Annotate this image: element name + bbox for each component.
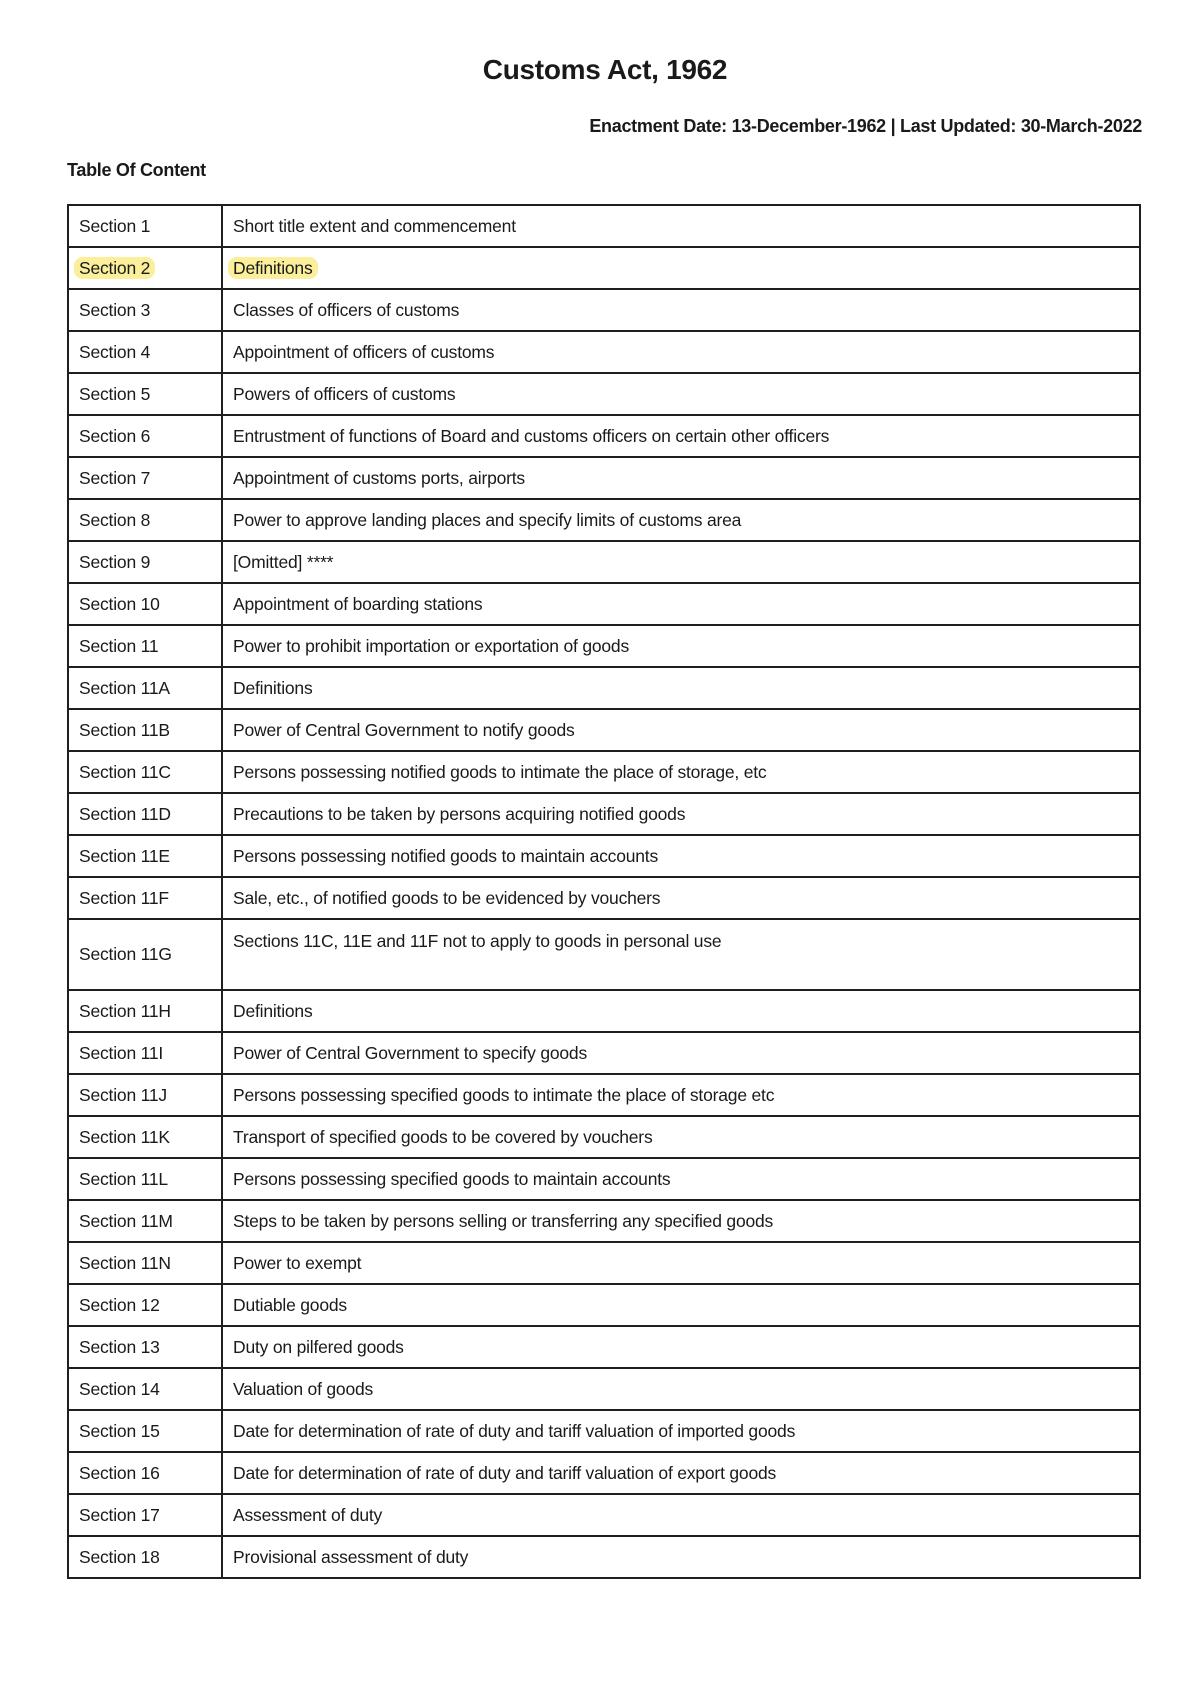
- page-title: Customs Act, 1962: [482, 54, 728, 85]
- section-title-link[interactable]: Persons possessing notified goods to intimate the place of storage, etc: [233, 761, 767, 782]
- section-number-cell: [68, 1200, 222, 1242]
- section-number[interactable]: Section 11B: [79, 719, 170, 740]
- section-number[interactable]: Section 4: [79, 341, 151, 362]
- section-title-link[interactable]: Definitions: [233, 677, 313, 698]
- section-title-link[interactable]: Powers of officers of customs: [233, 383, 456, 404]
- section-number-cell: [68, 667, 222, 709]
- toc-row[interactable]: [68, 541, 1140, 583]
- toc-row[interactable]: [68, 1494, 1140, 1536]
- section-title-cell: [222, 1284, 1140, 1326]
- section-number[interactable]: Section 11A: [79, 677, 170, 698]
- section-number[interactable]: Section 11: [79, 635, 159, 656]
- section-number-cell: [68, 1326, 222, 1368]
- toc-row[interactable]: [68, 751, 1140, 793]
- section-number-cell: [68, 415, 222, 457]
- section-number[interactable]: Section 11I: [79, 1042, 164, 1063]
- section-number[interactable]: Section 11D: [79, 803, 171, 824]
- section-number-cell: [68, 1536, 222, 1578]
- section-title-cell: [222, 415, 1140, 457]
- toc-row[interactable]: [68, 373, 1140, 415]
- section-number[interactable]: Section 9: [79, 551, 151, 572]
- section-title-link[interactable]: Power to approve landing places and specify limits of customs area: [233, 509, 742, 530]
- section-title-link[interactable]: Precautions to be taken by persons acquiring notified goods: [233, 803, 686, 824]
- section-number[interactable]: Section 11H: [79, 1000, 171, 1021]
- section-title-link[interactable]: Dutiable goods: [233, 1294, 347, 1315]
- section-title-link[interactable]: Definitions: [228, 257, 318, 279]
- section-title-cell: [222, 331, 1140, 373]
- section-number[interactable]: Section 10: [79, 593, 160, 614]
- section-title-cell: [222, 1074, 1140, 1116]
- section-title-cell: [222, 373, 1140, 415]
- section-number-cell: [68, 751, 222, 793]
- section-title-link[interactable]: Definitions: [233, 1000, 313, 1021]
- toc-row[interactable]: [68, 835, 1140, 877]
- section-title-cell: [222, 247, 1140, 289]
- toc-row[interactable]: [68, 1368, 1140, 1410]
- toc-row[interactable]: [68, 583, 1140, 625]
- section-number[interactable]: Section 11C: [79, 761, 171, 782]
- toc-row[interactable]: [68, 1158, 1140, 1200]
- section-title-cell: [222, 1158, 1140, 1200]
- section-number-cell: [68, 1242, 222, 1284]
- section-title-cell: [222, 919, 1140, 990]
- section-number[interactable]: Section 11N: [79, 1252, 171, 1273]
- section-title-cell: [222, 835, 1140, 877]
- section-number-cell: [68, 1368, 222, 1410]
- toc-row[interactable]: [68, 331, 1140, 373]
- section-title-link[interactable]: [Omitted] ****: [233, 551, 334, 572]
- section-number[interactable]: Section 6: [79, 425, 151, 446]
- section-number[interactable]: Section 11M: [79, 1210, 173, 1231]
- section-title-cell: [222, 667, 1140, 709]
- toc-row[interactable]: [68, 1116, 1140, 1158]
- toc-row[interactable]: [68, 1032, 1140, 1074]
- section-title-cell: [222, 1536, 1140, 1578]
- section-title-cell: [222, 990, 1140, 1032]
- section-number-cell: [68, 289, 222, 331]
- section-number[interactable]: Section 11F: [79, 887, 169, 908]
- section-number-cell: [68, 583, 222, 625]
- section-number[interactable]: Section 11G: [79, 944, 172, 964]
- section-title-cell: [222, 457, 1140, 499]
- toc-row[interactable]: [68, 499, 1140, 541]
- section-title-cell: [222, 499, 1140, 541]
- section-number-cell: [68, 919, 222, 990]
- toc-row[interactable]: [68, 667, 1140, 709]
- section-title-cell: [222, 625, 1140, 667]
- section-number-cell: [68, 1032, 222, 1074]
- section-number-cell: [68, 457, 222, 499]
- section-number[interactable]: Section 13: [79, 1336, 160, 1357]
- section-title-cell: [222, 793, 1140, 835]
- section-number-cell: [68, 990, 222, 1032]
- section-number[interactable]: Section 11J: [79, 1084, 167, 1105]
- section-number-cell: [68, 331, 222, 373]
- toc-row[interactable]: [68, 457, 1140, 499]
- toc-row[interactable]: [68, 1410, 1140, 1452]
- section-title-cell: [222, 1494, 1140, 1536]
- section-number[interactable]: Section 2: [74, 257, 155, 279]
- toc-row[interactable]: [68, 1284, 1140, 1326]
- section-number-cell: [68, 709, 222, 751]
- toc-row[interactable]: [68, 1200, 1140, 1242]
- section-title-cell: [222, 541, 1140, 583]
- toc-row[interactable]: [68, 415, 1140, 457]
- section-number-cell: [68, 793, 222, 835]
- section-title-link[interactable]: Persons possessing specified goods to maintain accounts: [233, 1168, 671, 1189]
- section-title-link[interactable]: Date for determination of rate of duty and tariff valuation of export goods: [233, 1462, 777, 1483]
- section-title-link[interactable]: Persons possessing notified goods to maintain accounts: [233, 845, 659, 866]
- section-number-cell: [68, 1410, 222, 1452]
- section-title-link[interactable]: Steps to be taken by persons selling or transferring any specified goods: [233, 1210, 774, 1231]
- section-title-link[interactable]: Appointment of boarding stations: [233, 593, 483, 614]
- toc-row[interactable]: [68, 793, 1140, 835]
- section-number[interactable]: Section 8: [79, 509, 151, 530]
- section-title-link[interactable]: Persons possessing specified goods to intimate the place of storage etc: [233, 1084, 775, 1105]
- section-title-link[interactable]: Power of Central Government to specify goods: [233, 1042, 588, 1063]
- section-title-link[interactable]: Appointment of customs ports, airports: [233, 467, 525, 488]
- section-title-cell: [222, 1326, 1140, 1368]
- section-number-cell: [68, 1284, 222, 1326]
- toc-row[interactable]: [68, 1074, 1140, 1116]
- section-number-cell: [68, 1116, 222, 1158]
- section-title-link[interactable]: Power to prohibit importation or exportation of goods: [233, 635, 630, 656]
- toc-row[interactable]: [68, 625, 1140, 667]
- toc-row[interactable]: [68, 1536, 1140, 1578]
- section-number[interactable]: Section 18: [79, 1546, 160, 1567]
- toc-row[interactable]: [68, 289, 1140, 331]
- section-number[interactable]: Section 7: [79, 467, 151, 488]
- section-title-link[interactable]: Power of Central Government to notify goods: [233, 719, 575, 740]
- section-number[interactable]: Section 1: [79, 215, 151, 236]
- section-title-cell: [222, 289, 1140, 331]
- section-title-link[interactable]: Sale, etc., of notified goods to be evidenced by vouchers: [233, 887, 661, 908]
- toc-row[interactable]: [68, 877, 1140, 919]
- section-number[interactable]: Section 5: [79, 383, 151, 404]
- section-number[interactable]: Section 3: [79, 299, 151, 320]
- section-title-link[interactable]: Duty on pilfered goods: [233, 1336, 404, 1357]
- section-number-cell: [68, 1158, 222, 1200]
- section-title-cell: [222, 751, 1140, 793]
- section-title-link[interactable]: Appointment of officers of customs: [233, 341, 495, 362]
- section-title-cell: [222, 877, 1140, 919]
- section-title-cell: [222, 709, 1140, 751]
- section-number-cell: [68, 499, 222, 541]
- section-title-cell: [222, 1032, 1140, 1074]
- section-number-cell: [68, 1074, 222, 1116]
- section-title-cell: [222, 1452, 1140, 1494]
- section-number-cell: [68, 247, 222, 289]
- section-number-cell: [68, 1452, 222, 1494]
- section-number-cell: [68, 625, 222, 667]
- section-number[interactable]: Section 12: [79, 1294, 160, 1315]
- toc-row[interactable]: [68, 990, 1140, 1032]
- section-number-cell: [68, 541, 222, 583]
- section-number-cell: [68, 877, 222, 919]
- section-number-cell: [68, 835, 222, 877]
- section-title-link[interactable]: Entrustment of functions of Board and customs officers on certain other officers: [233, 425, 830, 446]
- section-number[interactable]: Section 15: [79, 1420, 160, 1441]
- toc-body: [68, 205, 1140, 1578]
- section-number-cell: [68, 1494, 222, 1536]
- section-number[interactable]: Section 16: [79, 1462, 160, 1483]
- section-number[interactable]: Section 14: [79, 1378, 160, 1399]
- toc-heading: Table Of Content: [67, 160, 206, 180]
- toc-row[interactable]: [68, 1326, 1140, 1368]
- section-title-link[interactable]: Sections 11C, 11E and 11F not to apply to goods in personal use: [233, 931, 722, 951]
- section-title-cell: [222, 583, 1140, 625]
- section-number[interactable]: Section 11L: [79, 1168, 168, 1189]
- section-title-cell: [222, 1368, 1140, 1410]
- section-title-link[interactable]: Date for determination of rate of duty and tariff valuation of imported goods: [233, 1420, 796, 1441]
- section-number-cell: [68, 373, 222, 415]
- section-title-cell: [222, 1242, 1140, 1284]
- section-title-link[interactable]: Provisional assessment of duty: [233, 1546, 469, 1567]
- section-number[interactable]: Section 11K: [79, 1126, 170, 1147]
- section-title-link[interactable]: Short title extent and commencement: [233, 215, 516, 236]
- toc-row[interactable]: [68, 1242, 1140, 1284]
- section-title-link[interactable]: Valuation of goods: [233, 1378, 374, 1399]
- section-number-cell: [68, 205, 222, 247]
- section-title-link[interactable]: Assessment of duty: [233, 1504, 383, 1525]
- toc-row[interactable]: [68, 709, 1140, 751]
- toc-row[interactable]: [68, 1452, 1140, 1494]
- section-title-link[interactable]: Transport of specified goods to be covered by vouchers: [233, 1126, 653, 1147]
- enactment-meta: Enactment Date: 13-December-1962 | Last Updated: 30-March-2022: [589, 116, 1142, 136]
- section-title-cell: [222, 1200, 1140, 1242]
- section-number[interactable]: Section 17: [79, 1504, 160, 1525]
- section-title-link[interactable]: Classes of officers of customs: [233, 299, 460, 320]
- section-title-cell: [222, 205, 1140, 247]
- table-of-contents: [67, 204, 1141, 1579]
- section-title-cell: [222, 1116, 1140, 1158]
- section-number[interactable]: Section 11E: [79, 845, 170, 866]
- toc-row[interactable]: [68, 205, 1140, 247]
- section-title-cell: [222, 1410, 1140, 1452]
- toc-row[interactable]: [68, 247, 1140, 289]
- section-title-link[interactable]: Power to exempt: [233, 1252, 362, 1273]
- toc-row[interactable]: [68, 919, 1140, 990]
